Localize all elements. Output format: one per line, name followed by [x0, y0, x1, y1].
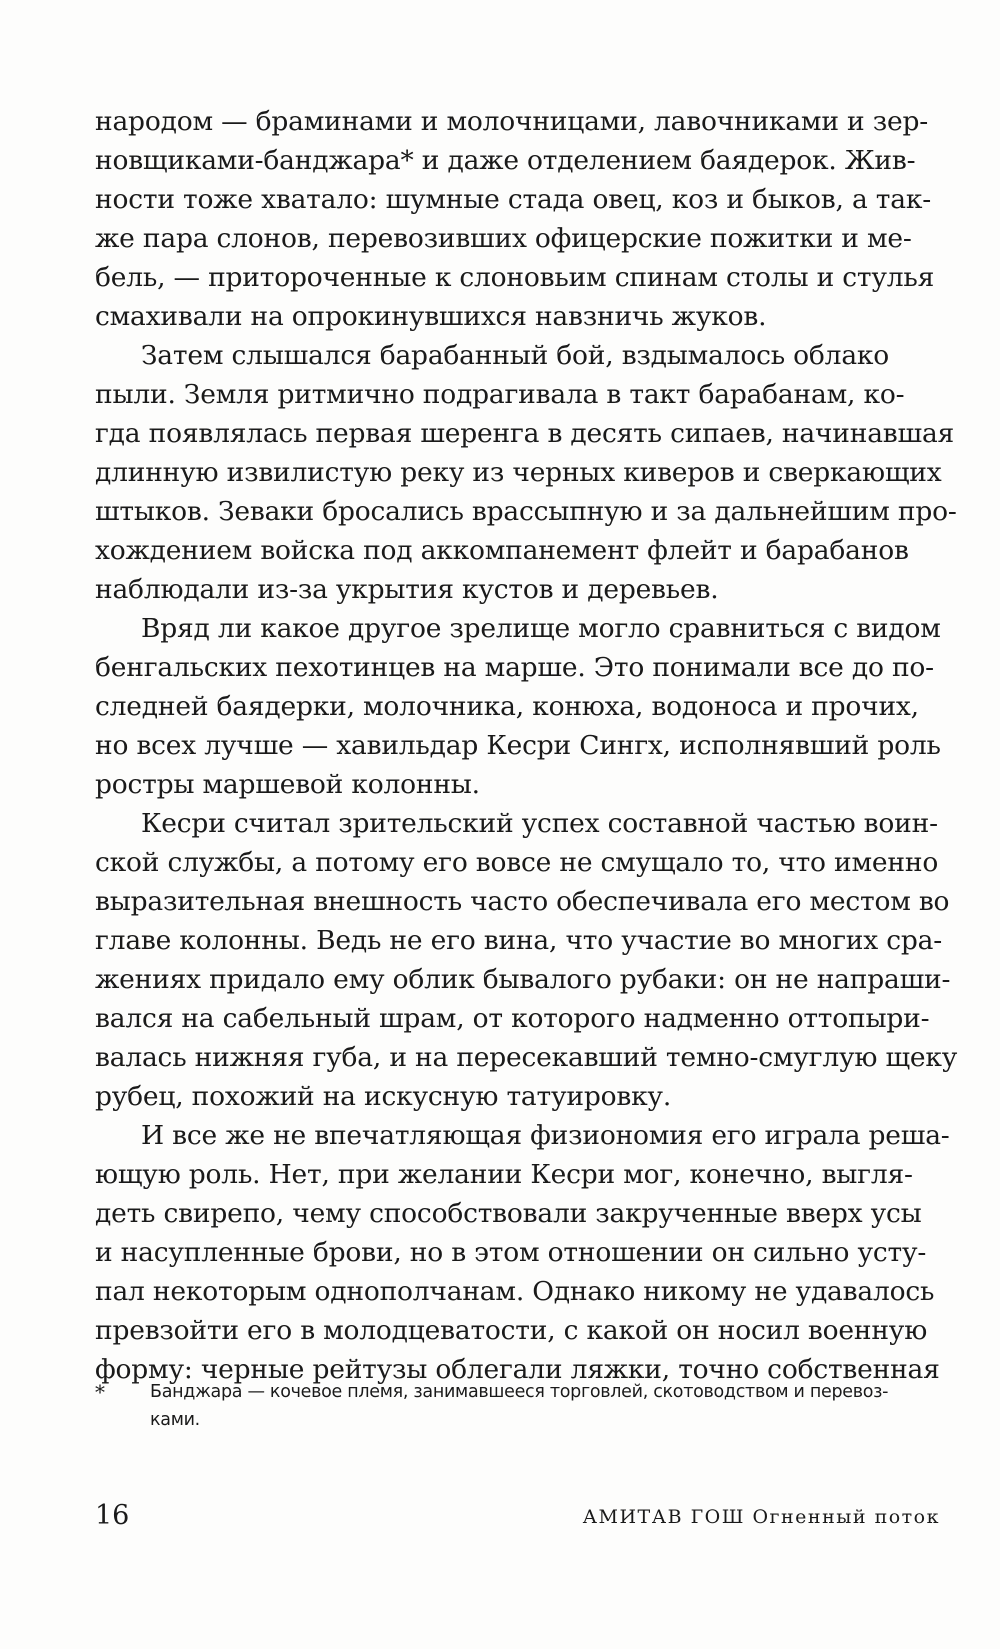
text-line: жениях придало ему облик бывалого рубаки: он не напраши- [95, 964, 951, 995]
footnote-body [150, 1378, 940, 1434]
running-footer [95, 1500, 940, 1540]
text-line: валась нижняя губа, и на пересекавший темно-смуглую щеку [95, 1042, 958, 1073]
text-line: но всех лучше — хавильдар Кесри Сингх, исполнявший роль [95, 730, 941, 761]
footnote-line: ками. [150, 1410, 200, 1430]
footnote-marker: * [95, 1380, 105, 1404]
text-line: пал некоторым однополчанам. Однако никому не удавалось [95, 1276, 935, 1307]
text-line: Затем слышался барабанный бой, вздымалось облако [141, 340, 890, 371]
text-line: следней баядерки, молочника, конюха, водоноса и прочих, [95, 691, 919, 722]
text-line: ности тоже хватало: шумные стада овец, коз и быков, а так- [95, 184, 931, 215]
footnote [95, 1378, 940, 1434]
text-line: рубец, похожий на искусную татуировку. [95, 1081, 672, 1112]
text-line: хождением войска под аккомпанемент флейт и барабанов [95, 535, 909, 566]
text-line: новщиками-банджара* и даже отделением баядерок. Жив- [95, 145, 916, 176]
text-line: Кесри считал зрительский успех составной частью воин- [141, 808, 938, 839]
page-number: 16 [95, 1500, 130, 1531]
text-line: главе колонны. Ведь не его вина, что участие во многих сра- [95, 925, 942, 956]
text-line: выразительная внешность часто обеспечивала его местом во [95, 886, 950, 917]
text-line: и насупленные брови, но в этом отношении он сильно усту- [95, 1237, 927, 1268]
text-line: длинную извилистую реку из черных киверов и сверкающих [95, 457, 942, 488]
text-line: бель, — притороченные к слоновьим спинам столы и стулья [95, 262, 935, 293]
main-text [95, 102, 958, 1389]
text-line: деть свирепо, чему способствовали закрученные вверх усы [95, 1198, 922, 1229]
text-line: гда появлялась первая шеренга в десять сипаев, начинавшая [95, 418, 955, 449]
text-line: Вряд ли какое другое зрелище могло сравниться с видом [141, 613, 941, 644]
text-line: же пара слонов, перевозивших офицерские пожитки и ме- [95, 223, 912, 254]
text-line: народом — браминами и молочницами, лавочниками и зер- [95, 106, 928, 137]
footnote-line: Банджара — кочевое племя, занимавшееся торговлей, скотоводством и перевоз- [150, 1382, 889, 1402]
text-line: наблюдали из-за укрытия кустов и деревьев. [95, 574, 719, 605]
text-line: ской службы, а потому его вовсе не смущало то, что именно [95, 847, 939, 878]
text-line: ростры маршевой колонны. [95, 769, 480, 800]
text-line: бенгальских пехотинцев на марше. Это понимали все до по- [95, 652, 934, 683]
text-line: форму: черные рейтузы облегали ляжки, точно собственная [95, 1354, 940, 1385]
text-line: превзойти его в молодцеватости, с какой он носил военную [95, 1315, 928, 1346]
text-line: ющую роль. Нет, при желании Кесри мог, конечно, выгля- [95, 1159, 913, 1190]
text-line: вался на сабельный шрам, от которого надменно оттопыри- [95, 1003, 930, 1034]
text-line: смахивали на опрокинувшихся навзничь жуков. [95, 301, 767, 332]
text-line: И все же не впечатляющая физиономия его играла реша- [141, 1120, 950, 1151]
text-line: пыли. Земля ритмично подрагивала в такт барабанам, ко- [95, 379, 905, 410]
running-title: АМИТАВ ГОШ Огненный поток [582, 1506, 940, 1528]
text-line: штыков. Зеваки бросались врассыпную и за дальнейшим про- [95, 496, 957, 527]
